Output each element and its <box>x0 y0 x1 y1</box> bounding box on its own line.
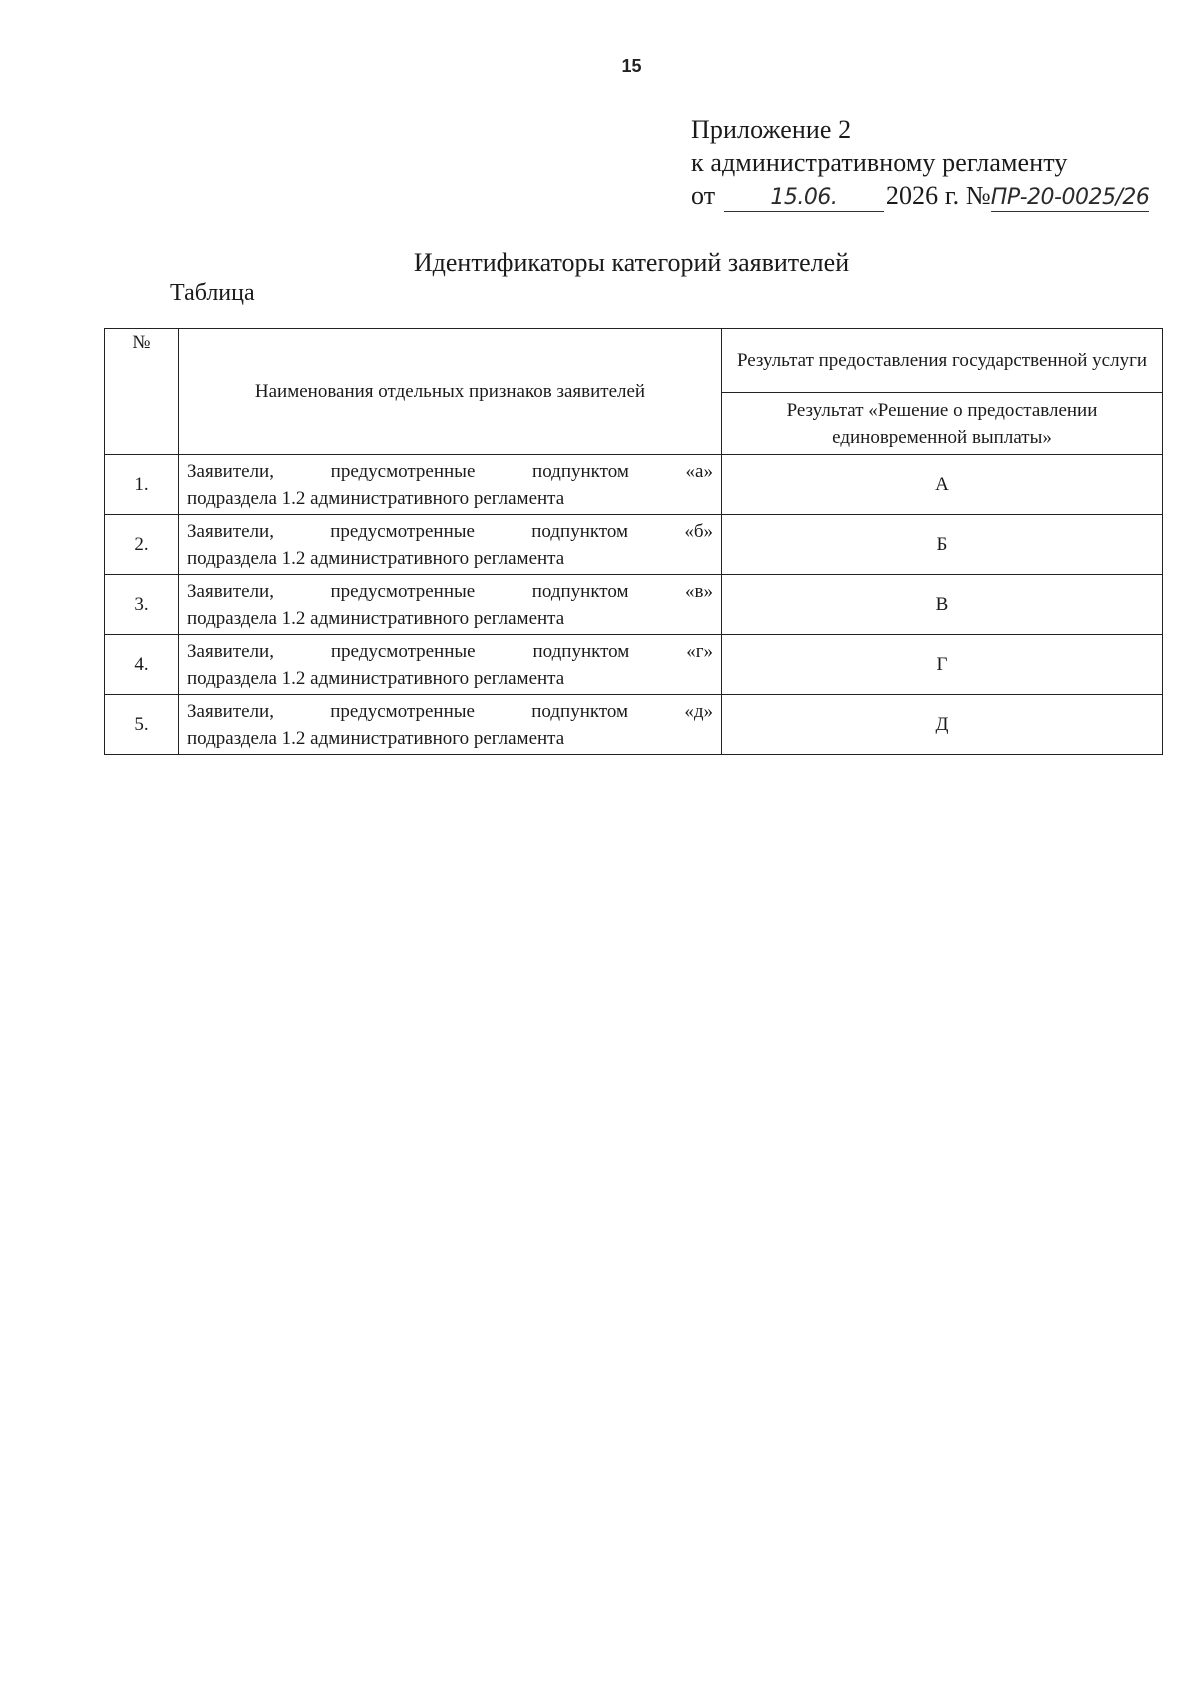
row-name-line1: Заявители, предусмотренные подпунктом «б» <box>187 520 713 542</box>
categories-table <box>104 328 1163 755</box>
header-name: Наименования отдельных признаков заявителей <box>179 329 722 455</box>
appendix-header <box>691 113 1149 212</box>
row-number: 5. <box>105 695 179 755</box>
row-number: 2. <box>105 515 179 575</box>
table-header-row <box>105 329 1163 393</box>
row-name <box>179 455 722 515</box>
row-name-line2: подраздела 1.2 административного регламента <box>187 487 565 509</box>
handwritten-number: ПР-20-0025/26 <box>990 185 1150 210</box>
row-name-line2: подраздела 1.2 административного регламента <box>187 667 565 689</box>
row-code: Б <box>722 515 1163 575</box>
row-number: 4. <box>105 635 179 695</box>
row-name-line2: подраздела 1.2 административного регламента <box>187 727 565 749</box>
row-name-line1: Заявители, предусмотренные подпунктом «г» <box>187 640 713 662</box>
row-code: Г <box>722 635 1163 695</box>
row-code: А <box>722 455 1163 515</box>
year-label: 2026 г. № <box>885 181 991 210</box>
table-row <box>105 635 1163 695</box>
table-row <box>105 455 1163 515</box>
row-name-line1: Заявители, предусмотренные подпунктом «д» <box>187 700 713 722</box>
row-name-line2: подраздела 1.2 административного регламента <box>187 607 565 629</box>
row-name-line2: подраздела 1.2 административного регламента <box>187 547 565 569</box>
row-name <box>179 575 722 635</box>
row-name-line1: Заявители, предусмотренные подпунктом «а» <box>187 460 713 482</box>
header-result-sub: Результат «Решение о предоставлении единовременной выплаты» <box>722 393 1163 455</box>
handwritten-date: 15.06. <box>724 185 884 212</box>
table-row <box>105 575 1163 635</box>
table-label: Таблица <box>170 280 255 306</box>
header-number: № <box>105 329 179 455</box>
page-number: 15 <box>621 56 642 76</box>
appendix-reference: к административному регламенту <box>691 148 1068 177</box>
row-name <box>179 635 722 695</box>
row-name <box>179 695 722 755</box>
document-title: Идентификаторы категорий заявителей <box>413 248 850 277</box>
table-row <box>105 515 1163 575</box>
row-number: 3. <box>105 575 179 635</box>
appendix-date-line <box>691 179 1149 212</box>
row-number: 1. <box>105 455 179 515</box>
header-result-group: Результат предоставления государственной услуги <box>722 329 1163 393</box>
row-code: В <box>722 575 1163 635</box>
from-label: от <box>691 181 716 210</box>
row-name <box>179 515 722 575</box>
table-row <box>105 695 1163 755</box>
row-name-line1: Заявители, предусмотренные подпунктом «в» <box>187 580 713 602</box>
appendix-title: Приложение 2 <box>691 115 852 144</box>
row-code: Д <box>722 695 1163 755</box>
